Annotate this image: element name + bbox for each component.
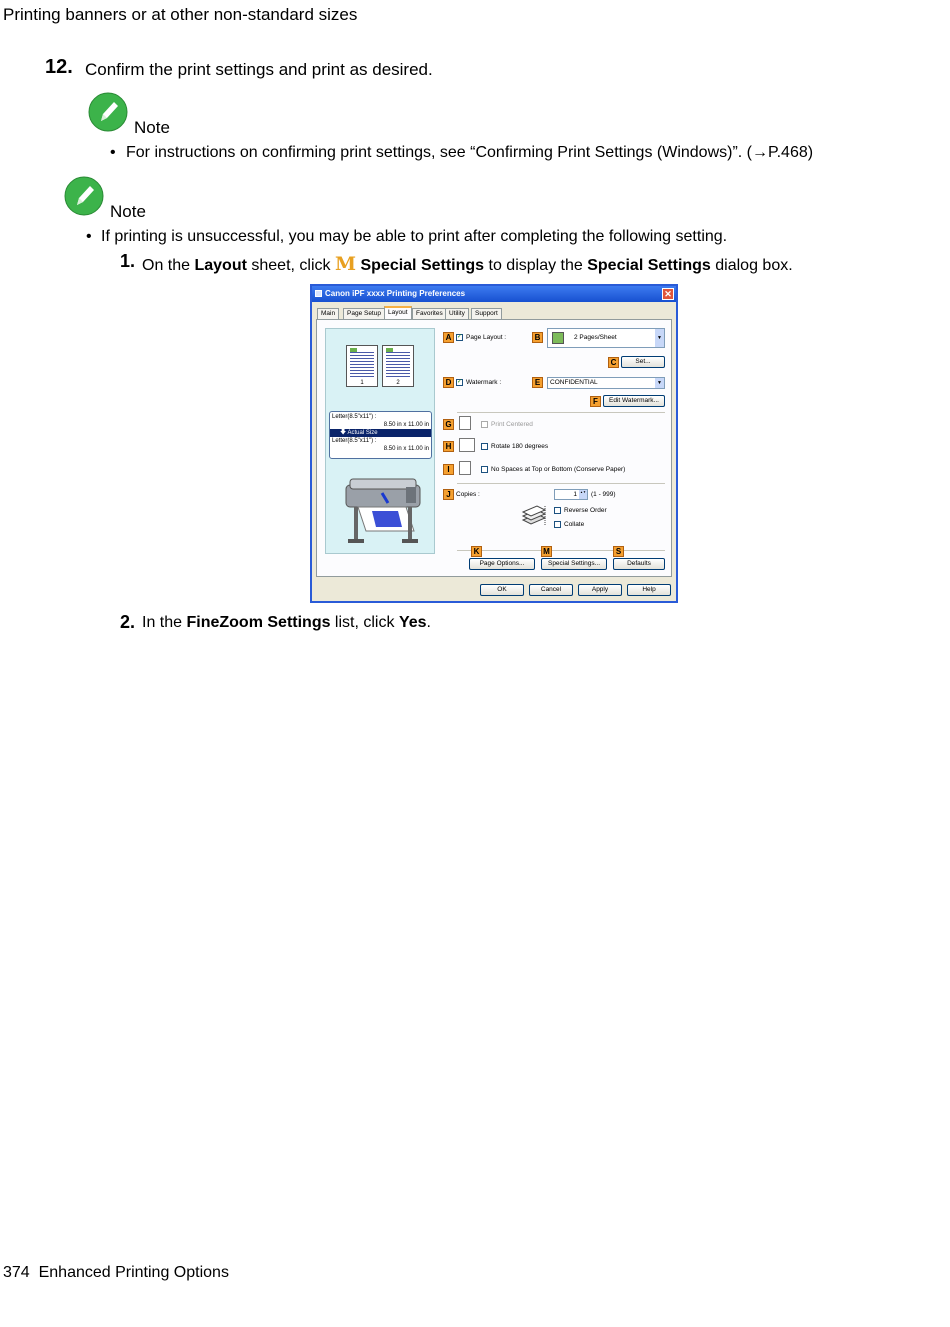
collate-checkbox[interactable] [554, 521, 561, 528]
paper-line: 8.50 in x 11.00 in [383, 422, 429, 428]
layout-term: Layout [194, 257, 247, 274]
page-thumbnail [382, 345, 414, 387]
callout-badge: C [608, 357, 619, 368]
callout-badge: F [590, 396, 601, 407]
divider [457, 483, 665, 484]
print-centered-checkbox[interactable] [481, 421, 488, 428]
watermark-label: Watermark : [466, 379, 502, 386]
callout-badge: M [541, 546, 552, 557]
paper-line: Letter(8.5"x11") : [332, 414, 377, 420]
rotate-checkbox[interactable] [481, 443, 488, 450]
reverse-order-checkbox[interactable] [554, 507, 561, 514]
tab-utility[interactable]: Utility [445, 308, 469, 319]
tab-favorites[interactable]: Favorites [412, 308, 447, 319]
actual-size-row: 🡇 Actual Size [330, 429, 431, 437]
page-number: 374 [3, 1264, 30, 1281]
step-text: Confirm the print settings and print as desired. [85, 60, 433, 79]
dialog-title-bar [312, 286, 676, 302]
tab-support[interactable]: Support [471, 308, 502, 319]
note-pencil-icon [88, 92, 128, 132]
tab-layout[interactable]: Layout [384, 306, 412, 320]
defaults-button[interactable]: Defaults [613, 558, 665, 570]
paper-stack-icon [521, 504, 547, 528]
page-number: 2 [396, 380, 400, 386]
page-number: 1 [360, 380, 364, 386]
callout-badge: B [532, 332, 543, 343]
special-settings-button[interactable]: Special Settings... [541, 558, 607, 570]
paper-line: 8.50 in x 11.00 in [383, 446, 429, 452]
page-header: Printing banners or at other non-standard sizes [3, 5, 358, 24]
callout-badge: D [443, 377, 454, 388]
rotate-icon [459, 438, 475, 452]
callout-badge: S [613, 546, 624, 557]
print-centered-icon [459, 416, 471, 430]
divider [457, 550, 665, 551]
finezoom-term: FineZoom Settings [186, 614, 331, 631]
copies-spinner[interactable]: 1 ▲▼ [554, 489, 588, 500]
close-icon[interactable]: ✕ [662, 288, 674, 300]
paper-line: Letter(8.5"x11") : [332, 438, 377, 444]
print-centered-label: Print Centered [491, 421, 533, 428]
no-spaces-label: No Spaces at Top or Bottom (Conserve Paper) [491, 466, 626, 473]
watermark-select[interactable]: CONFIDENTIAL ▼ [547, 377, 665, 389]
reverse-order-label: Reverse Order [564, 507, 607, 514]
note-text: If printing is unsuccessful, you may be able to print after completing the following setting. [101, 228, 728, 245]
note-text: For instructions on confirming print settings, see “Confirming Print Settings (Windows)”. (→P.468) [126, 144, 814, 161]
chevron-down-icon: ▼ [655, 378, 664, 388]
apply-button[interactable]: Apply [578, 584, 622, 596]
down-arrow-icon: 🡇 [340, 430, 347, 436]
tab-main[interactable]: Main [317, 308, 339, 319]
note-pencil-icon [64, 176, 104, 216]
callout-badge: E [532, 377, 543, 388]
chevron-down-icon: ▼ [655, 329, 664, 347]
layout-panel [316, 319, 672, 577]
tab-page-setup[interactable]: Page Setup [343, 308, 385, 319]
cancel-button[interactable]: Cancel [529, 584, 573, 596]
divider [457, 412, 665, 413]
paper-size-info [329, 411, 432, 459]
ok-button[interactable]: OK [480, 584, 524, 596]
page-layout-label: Page Layout : [466, 334, 507, 341]
m-marker-icon: M [334, 253, 357, 275]
section-name: Enhanced Printing Options [38, 1264, 229, 1281]
copies-label: Copies : [456, 491, 480, 498]
page-options-button[interactable]: Page Options... [469, 558, 535, 570]
help-button[interactable]: Help [627, 584, 671, 596]
page-footer [3, 1264, 229, 1282]
watermark-checkbox[interactable]: ✓ [457, 379, 463, 385]
substep-number: 1. [120, 251, 136, 271]
note-label: Note [134, 118, 170, 137]
special-settings-term: Special Settings [360, 257, 485, 274]
printer-icon [315, 290, 322, 297]
substep-number: 2. [120, 612, 136, 632]
layout-thumb-icon [552, 332, 564, 344]
step-number: 12. [45, 56, 73, 78]
page-thumbnail [346, 345, 378, 387]
printing-preferences-dialog [310, 284, 678, 603]
callout-badge: G [443, 419, 454, 430]
yes-term: Yes [398, 614, 427, 631]
dialog-title: Canon iPF xxxx Printing Preferences [325, 289, 466, 298]
callout-badge: A [443, 332, 454, 343]
substep-text: On the Layout sheet, click M Special Settings to display the Special Settings dialog box. [142, 253, 793, 275]
copies-range: (1 - 999) [591, 491, 616, 498]
set-button[interactable]: Set... [621, 356, 665, 368]
callout-badge: I [443, 464, 454, 475]
callout-badge: J [443, 489, 454, 500]
callout-badge: H [443, 441, 454, 452]
special-settings-term: Special Settings [587, 257, 711, 274]
callout-badge: K [471, 546, 482, 557]
edit-watermark-button[interactable]: Edit Watermark... [603, 395, 665, 407]
bullet-dot: • [86, 228, 92, 245]
substep-text: In the FineZoom Settings list, click Yes. [142, 614, 431, 631]
no-spaces-checkbox[interactable] [481, 466, 488, 473]
note-label: Note [110, 202, 146, 221]
bullet-dot: • [110, 144, 116, 161]
page-layout-select[interactable]: 2 Pages/Sheet ▼ [547, 328, 665, 348]
rotate-label: Rotate 180 degrees [491, 443, 549, 450]
layout-preview [325, 328, 435, 554]
conserve-paper-icon [459, 461, 471, 475]
large-format-printer-icon [336, 467, 428, 549]
spinner-arrows-icon[interactable]: ▲▼ [579, 490, 587, 499]
page-layout-checkbox[interactable]: ✓ [457, 334, 463, 340]
collate-label: Collate [564, 521, 585, 528]
